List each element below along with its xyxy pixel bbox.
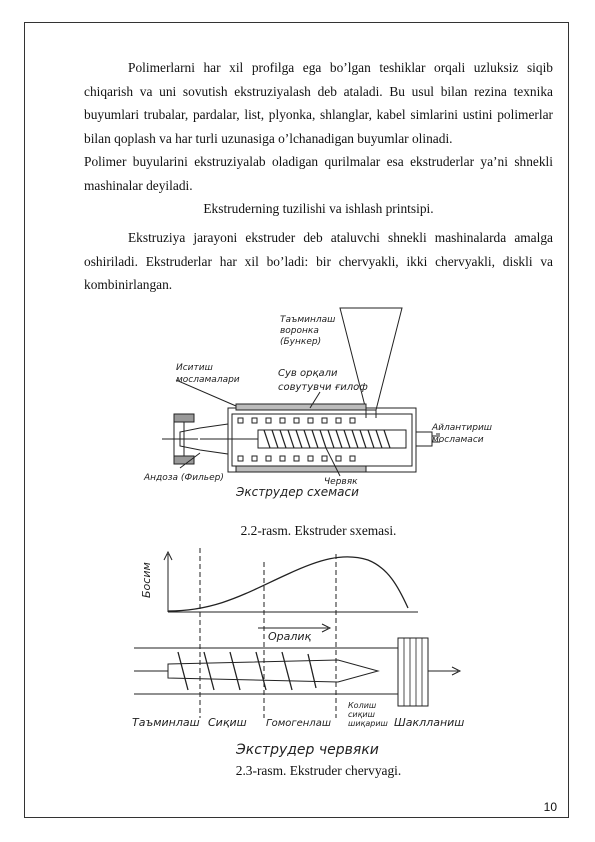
- gap-label-1: Колиш: [348, 701, 377, 710]
- figure2-caption: 2.3-rasm. Ekstruder chervyagi.: [235, 763, 402, 778]
- figure1-caption: 2.2-rasm. Ekstruder sxemasi.: [240, 523, 397, 538]
- paragraph-1: Polimerlarni har xil profilga ega bo’lgan teshiklar orqali uzluksiz siqib chiqarish va uni sovutish ekstruziyalash deb ataladi. Bu usul bilan rezina texnika buyumlari trubalar, pardalar, list, plyonka, shlanglar, kabel simlarini ustini polimerlar bilan qoplash va har turli uzunasiga o’lchanadigan buyumlar olinadi.: [84, 60, 553, 146]
- hopper-label-2: воронка: [280, 326, 319, 336]
- cooling-label-2: совутувчи ғилоф: [278, 382, 368, 393]
- gap-label-3: шиқариш: [348, 719, 388, 728]
- figure2-title: Экструдер червяки: [236, 742, 379, 758]
- hopper-label-1: Таъминлаш: [280, 315, 336, 325]
- drive-label-1: Айлантириш: [432, 423, 493, 433]
- zone-compression-label: Сиқиш: [208, 716, 247, 729]
- hopper-label-3: (Бункер): [280, 337, 322, 347]
- drive-label-2: мосламаси: [432, 435, 484, 445]
- drive-coupling: [416, 432, 432, 446]
- paragraph-3: Ekstruziya jarayoni ekstruder deb ataluvchi shnekli mashinalarda amalga oshiriladi. Ekstruderlar har xil bo’ladi: bir chervyakli, ikki chervyakli, diskli va kombinirlangan.: [84, 230, 553, 292]
- heater-label-2: мосламалари: [176, 375, 240, 385]
- page-number: 10: [543, 800, 557, 814]
- figure1-title: Экструдер схемаси: [236, 485, 359, 499]
- extruder-screw-figure: [128, 542, 468, 764]
- cooling-label-1: Сув орқали: [278, 368, 338, 379]
- die-block: [398, 638, 428, 706]
- heater-label-1: Иситиш: [176, 363, 213, 373]
- gap-label-2: сиқиш: [348, 710, 375, 719]
- die-label: Андоза (Фильер): [144, 473, 224, 483]
- extruder-scheme-figure: [140, 298, 500, 500]
- zone-shaping-label: Шаклланиш: [394, 716, 465, 729]
- zone-homogenization-label: Гомогенлаш: [266, 718, 331, 729]
- hopper-shape: [340, 308, 402, 410]
- paragraph-2: Polimer buyularini ekstruziyalab oladigan qurilmalar esa ekstruderlar ya’ni shnekli mashinalar deyiladi.: [84, 154, 553, 193]
- length-axis-label: Оралиқ: [268, 630, 312, 643]
- heater-band-bottom: [236, 466, 366, 472]
- zone-feed-label: Таъминлаш: [132, 716, 200, 729]
- screw-label: Червяк: [324, 477, 358, 487]
- pressure-curve: [168, 557, 408, 611]
- section-heading: Ekstruderning tuzilishi va ishlash printsipi.: [203, 201, 434, 216]
- screw-core: [258, 430, 406, 448]
- pressure-axis-label: Босим: [140, 562, 153, 598]
- heater-band-top: [236, 404, 366, 410]
